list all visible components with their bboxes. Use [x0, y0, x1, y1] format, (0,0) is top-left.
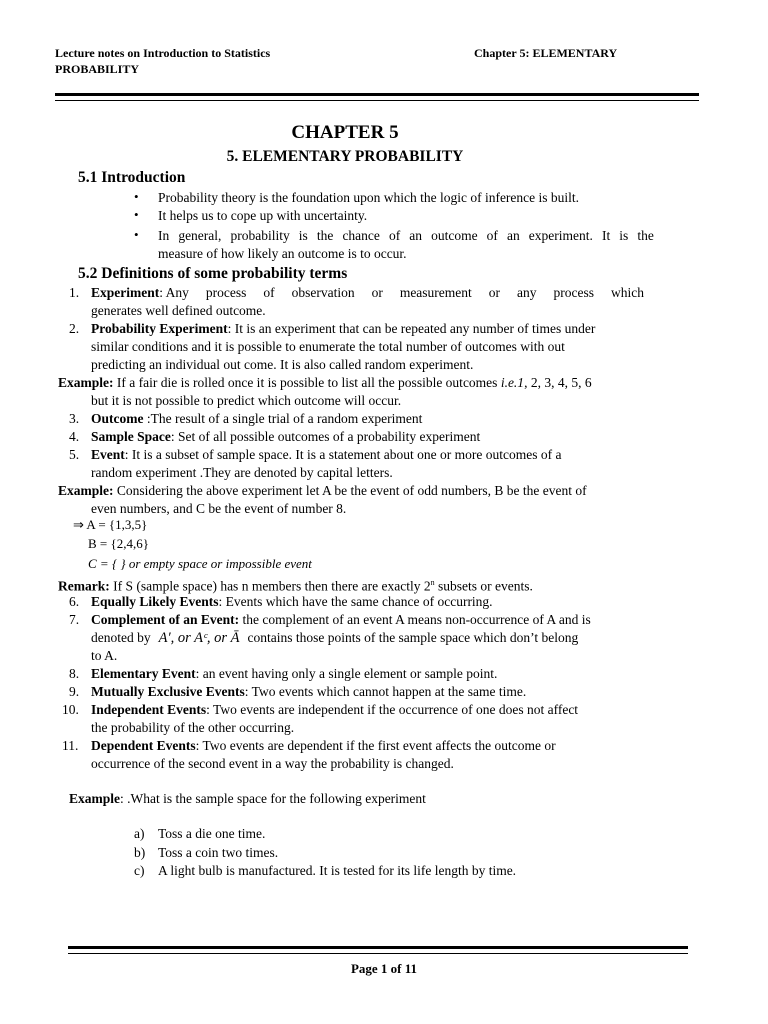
- example-2-line2: even numbers, and C be the event of number 8.: [91, 501, 347, 516]
- def-complement-line1: Complement of an Event: the complement of an event A means non-occurrence of A and is: [91, 612, 591, 627]
- def-event-line1: Event: It is a subset of sample space. It is a statement about one or more outcomes of a: [91, 447, 562, 462]
- bullet-icon: •: [134, 227, 139, 242]
- sub-item-label: c): [134, 863, 145, 878]
- sub-item-label: b): [134, 845, 146, 860]
- list-number: 5.: [69, 447, 80, 462]
- math-event-c: C = { } or empty space or impossible event: [88, 556, 312, 571]
- def-mutually-exclusive: Mutually Exclusive Events: Two events which cannot happen at the same time.: [91, 684, 527, 699]
- header-rule-thin: [55, 100, 699, 101]
- list-number: 1.: [69, 285, 80, 300]
- def-sample-space: Sample Space: Set of all possible outcomes of a probability experiment: [91, 429, 481, 444]
- def-experiment-line2: generates well defined outcome.: [91, 303, 266, 318]
- remark: Remark: If S (sample space) has n members then there are exactly 2$^n$ subsets or events.: [58, 578, 533, 594]
- list-number: 7.: [69, 612, 80, 627]
- footer-rule-thin: [68, 953, 688, 954]
- chapter-subtitle: 5. ELEMENTARY PROBABILITY: [226, 148, 464, 165]
- intro-bullet-2: It helps us to cope up with uncertainty.: [158, 208, 368, 223]
- sub-item-text: Toss a die one time.: [158, 826, 266, 841]
- bullet-icon: •: [134, 189, 139, 204]
- math-event-b: B = {2,4,6}: [88, 536, 149, 551]
- list-number: 2.: [69, 321, 80, 336]
- example-3: Example: .What is the sample space for the following experiment: [69, 791, 426, 806]
- list-number: 11.: [62, 738, 79, 753]
- list-number: 4.: [69, 429, 80, 444]
- def-independent-line2: the probability of the other occurring.: [91, 720, 295, 735]
- def-independent-line1: Independent Events: Two events are independent if the occurrence of one does not affect: [91, 702, 579, 717]
- list-number: 10.: [62, 702, 79, 717]
- def-dependent-line2: occurrence of the second event in a way the probability is changed.: [91, 756, 454, 771]
- sub-item-text: A light bulb is manufactured. It is tested for its life length by time.: [158, 863, 517, 878]
- list-number: 9.: [69, 684, 80, 699]
- def-complement-line3: to A.: [91, 648, 118, 663]
- list-number: 3.: [69, 411, 80, 426]
- header-left-line1: Lecture notes on Introduction to Statistics: [55, 46, 271, 60]
- def-complement-line2: denoted by A′, or Aᶜ, or Ā contains those points of the sample space which don’t belong: [91, 630, 579, 646]
- def-elementary-event: Elementary Event: an event having only a single element or sample point.: [91, 666, 498, 681]
- math-event-a: ⇒ A = {1,3,5}: [73, 517, 148, 532]
- list-number: 6.: [69, 594, 80, 609]
- def-outcome: Outcome :The result of a single trial of a random experiment: [91, 411, 423, 426]
- example-1-line2: but it is not possible to predict which outcome will occur.: [91, 393, 402, 408]
- def-probability-experiment-line3: predicting an individual out come. It is also called random experiment.: [91, 357, 474, 372]
- section-heading-introduction: 5.1 Introduction: [78, 169, 186, 186]
- def-dependent-line1: Dependent Events: Two events are dependent if the first event affects the outcome or: [91, 738, 556, 753]
- header-left-line2: PROBABILITY: [55, 62, 140, 76]
- list-number: 8.: [69, 666, 80, 681]
- bullet-icon: •: [134, 207, 139, 222]
- intro-bullet-3-line1: In general, probability is the chance of an outcome of an experiment. It is the: [158, 228, 654, 243]
- header-right: Chapter 5: ELEMENTARY: [474, 46, 618, 60]
- section-heading-definitions: 5.2 Definitions of some probability terms: [78, 265, 348, 282]
- def-equally-likely: Equally Likely Events: Events which have the same chance of occurring.: [91, 594, 493, 609]
- sub-item-text: Toss a coin two times.: [158, 845, 279, 860]
- sub-item-label: a): [134, 826, 145, 841]
- def-probability-experiment-line2: similar conditions and it is possible to enumerate the total number of outcomes with out: [91, 339, 565, 354]
- header-rule-thick: [55, 93, 699, 96]
- intro-bullet-1: Probability theory is the foundation upon which the logic of inference is built.: [158, 190, 580, 205]
- complement-notation: A′, or Aᶜ, or Ā: [158, 630, 240, 646]
- def-event-line2: random experiment .They are denoted by capital letters.: [91, 465, 393, 480]
- example-2-line1: Example: Considering the above experiment let A be the event of odd numbers, B be the event of: [58, 483, 587, 498]
- footer-rule-thick: [68, 946, 688, 949]
- def-probability-experiment-line1: Probability Experiment: It is an experiment that can be repeated any number of times under: [91, 321, 596, 336]
- def-experiment-line1: Experiment: Any process of observation or measurement or any process which: [91, 285, 644, 300]
- chapter-title: CHAPTER 5: [291, 122, 399, 143]
- example-1-line1: Example: If a fair die is rolled once it is possible to list all the possible outcomes i.e.1, 2, 3, 4, 5, 6: [58, 375, 592, 390]
- intro-bullet-3-line2: measure of how likely an outcome is to occur.: [158, 246, 407, 261]
- page-number: Page 1 of 11: [350, 961, 418, 976]
